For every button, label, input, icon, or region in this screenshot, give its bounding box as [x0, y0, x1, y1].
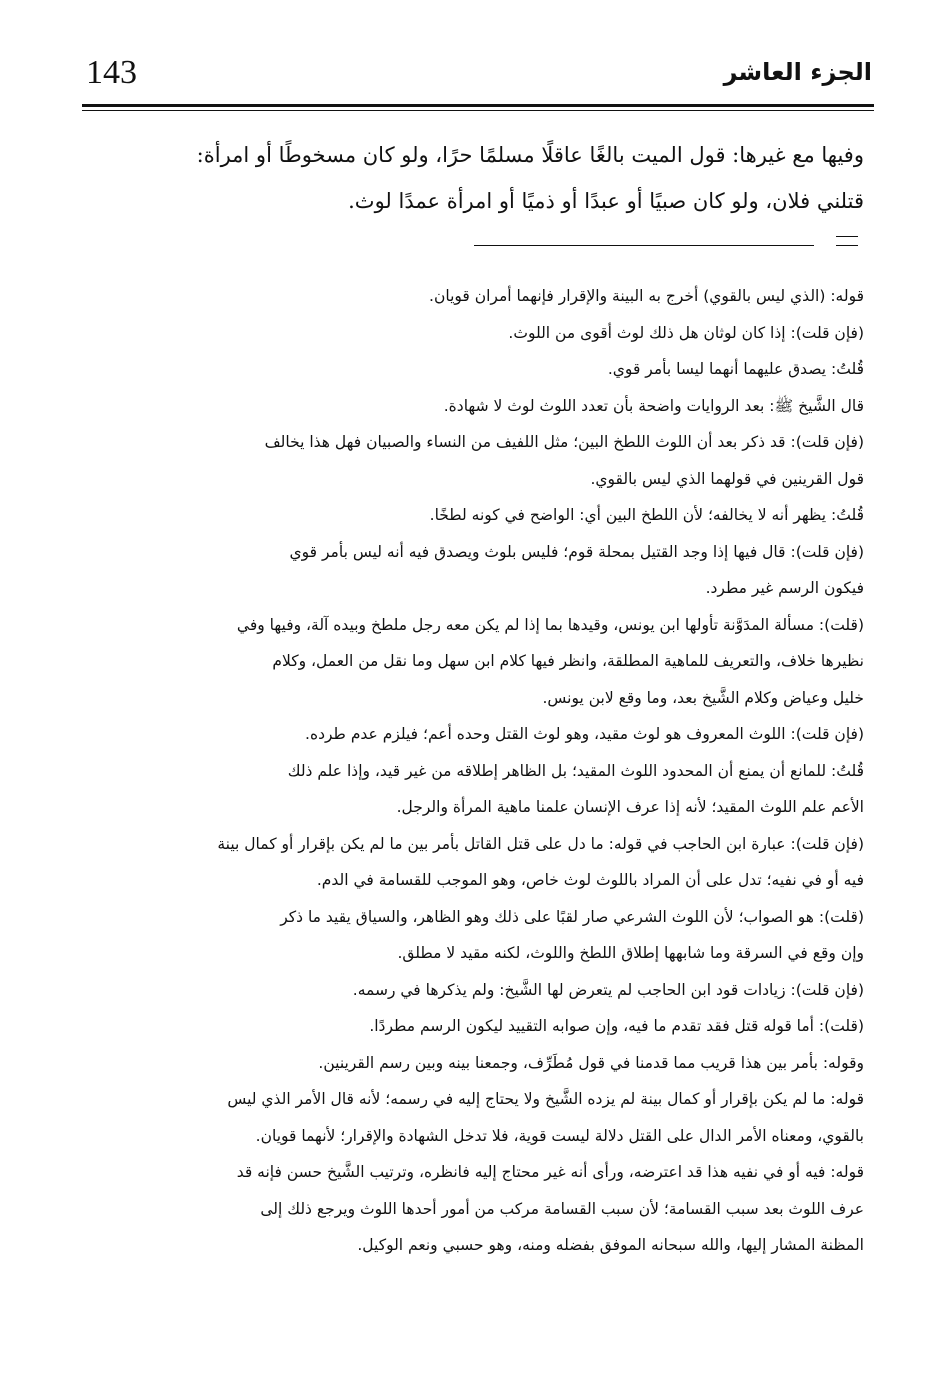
header-rule: [82, 104, 874, 107]
note-line: بالقوي، ومعناه الأمر الدال على القتل دلالة ليست قوية، فلا تدخل الشهادة والإقرار؛ لأنهما قويان.: [255, 1126, 864, 1145]
footnote-continuation-mark: [836, 236, 858, 246]
note-line: (فإن قلت): إذا كان لوثان هل ذلك لوث أقوى من اللوث.: [508, 323, 864, 342]
running-head: الجزء العاشر: [723, 58, 872, 86]
main-text-line: قتلني فلان، ولو كان صبيًا أو عبدًا أو ذميًا أو امرأة عمدًا لوث.: [348, 189, 864, 213]
main-text-line: وفيها مع غيرها: قول الميت بالغًا عاقلًا مسلمًا حرًا، ولو كان مسخوطًا أو امرأة:: [196, 143, 864, 167]
note-line: وقوله: بأمر بين هذا قريب مما قدمنا في قول مُطَرِّف، وجمعنا بينه وبين رسم القرينين.: [318, 1053, 864, 1072]
note-line: (فإن قلت): اللوث المعروف هو لوث مقيد، وهو لوث القتل وحده أعم؛ فيلزم عدم طرده.: [305, 725, 864, 743]
note-line: قُلتُ: يصدق عليهما أنهما ليسا بأمر قوي.: [607, 360, 864, 378]
note-line: قُلتُ: يظهر أنه لا يخالفه؛ لأن اللطخ البين أي: الواضح في كونه لطخًا.: [429, 506, 864, 524]
note-line: فيكون الرسم غير مطرد.: [705, 579, 864, 597]
note-line: الأعم علم اللوث المقيد؛ لأنه إذا عرف الإنسان علمنا ماهية المرأة والرجل.: [396, 798, 864, 816]
note-line: (قلت): هو الصواب؛ لأن اللوث الشرعي صار لقبًا على ذلك وهو الظاهر، والسياق يقيد ما ذكر: [280, 907, 864, 926]
note-line: (قلت): أما قوله قتل فقد تقدم ما فيه، وإن صوابه التقييد ليكون الرسم مطردًا.: [369, 1017, 864, 1035]
note-line: خليل وعياض وكلام الشَّيخ بعد، وما وقع لابن يونس.: [542, 688, 864, 707]
note-line: قال الشَّيخ ﷺ: بعد الروايات واضحة بأن تعدد اللوث لوث لا شهادة.: [443, 396, 864, 415]
note-line: (فإن قلت): عبارة ابن الحاجب في قوله: ما دل على قتل القاتل بأمر بين ما لم يكن بإقرار أو كمال بينة: [217, 834, 864, 853]
note-line: قوله: (الذي ليس بالقوي) أخرج به البينة والإقرار فإنهما أمران قويان.: [429, 287, 864, 305]
note-line: (فإن قلت): قال فيها إذا وجد القتيل بمحلة قوم؛ فليس بلوث ويصدق فيه أنه ليس بأمر قوي: [289, 542, 864, 561]
footnotes: [72, 278, 864, 1264]
note-line: قوله: ما لم يكن بإقرار أو كمال بينة لم يزده الشَّيخ ولا يحتاج إليه في رسمه؛ لأنه قال الأمر الذي ليس: [227, 1090, 864, 1108]
note-line: قول القرينين في قولهما الذي ليس بالقوي.: [590, 469, 864, 488]
note-line: عرف اللوث بعد سبب القسامة؛ لأن سبب القسامة مركب من أمور أحدها اللوث ويرجع ذلك إلى: [260, 1199, 864, 1218]
note-line: (قلت): مسألة المدَوَّنة تأولها ابن يونس، وقيدها بما إذا لم يكن معه رجل ملطخ وبيده آلة، وفيها وفي: [236, 615, 864, 634]
footnote-separator: [474, 245, 814, 246]
note-line: (فإن قلت): قد ذكر بعد أن اللوث اللطخ البين؛ مثل اللفيف من النساء والصبيان فهل هذا يخالف: [264, 433, 864, 451]
main-text: [74, 132, 864, 224]
page-number: 143: [86, 54, 137, 91]
note-line: قوله: فيه أو في نفيه هذا قد اعترضه، ورأى أنه غير محتاج إليه فانظره، وترتيب الشَّيخ حسن فإنه قد: [236, 1163, 864, 1181]
note-line: المظنة المشار إليها، والله سبحانه الموفق بفضله ومنه، وهو حسبي ونعم الوكيل.: [357, 1236, 864, 1254]
page-header: [82, 52, 872, 106]
note-line: فيه أو في نفيه؛ تدل على أن المراد باللوث لوث خاص، وهو الموجب للقسامة في الدم.: [316, 871, 864, 889]
header-rule-thin: [82, 110, 874, 111]
note-line: وإن وقع في السرقة وما شابهها إطلاق اللطخ واللوث، لكنه مقيد لا مطلق.: [397, 944, 864, 962]
note-line: نظيرها خلاف، والتعريف للماهية المطلقة، وانظر فيها كلام ابن سهل وما نقل من العمل، وكلام: [272, 652, 864, 670]
note-line: (فإن قلت): زيادات قود ابن الحاجب لم يتعرض لها الشَّيخ: ولم يذكرها في رسمه.: [352, 980, 864, 999]
note-line: قُلتُ: للمانع أن يمنع أن المحدود اللوث المقيد؛ بل الظاهر إطلاقه من غير قيد، وإذا علم ذلك: [287, 761, 864, 780]
